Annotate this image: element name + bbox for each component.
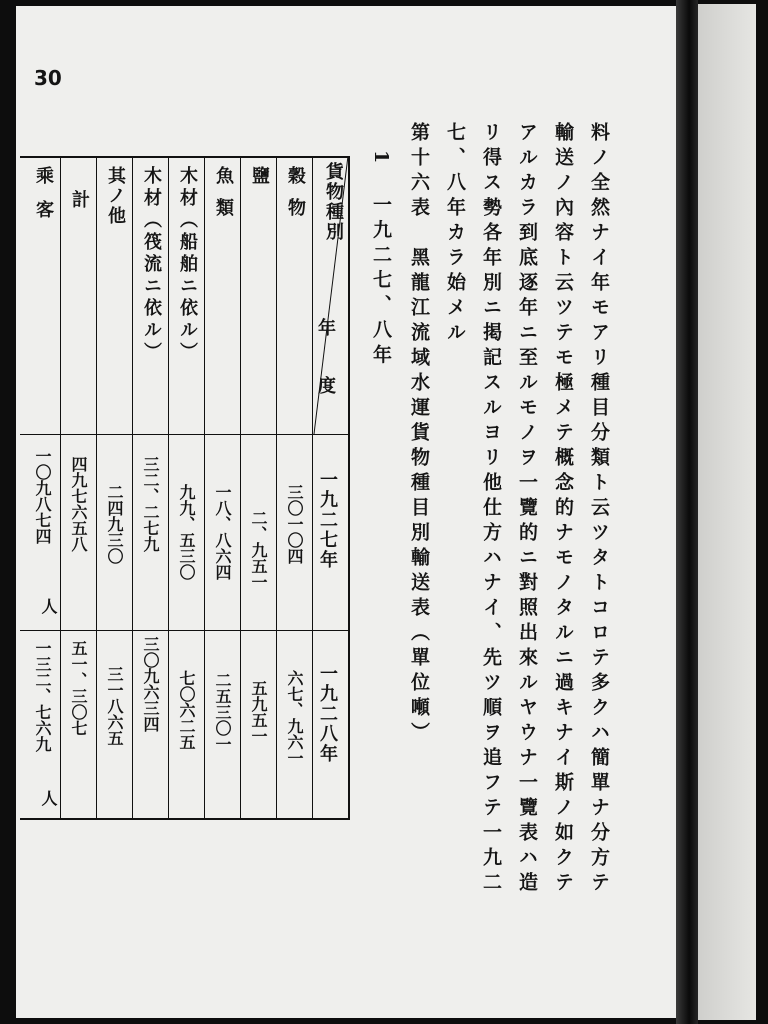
- passenger-unit-1928: 人: [39, 790, 58, 808]
- table-bottom-rule: [20, 818, 350, 820]
- category-header: 鹽: [249, 166, 270, 186]
- facing-page-edge: [698, 4, 756, 1020]
- value-1927-grain: 三〇一〇四: [285, 484, 304, 564]
- section-heading: 1 一九二七、八年: [370, 150, 392, 370]
- table-col-sep: [96, 156, 97, 820]
- table-col-sep: [168, 156, 169, 820]
- value-1927-timber-ship: 九九、五三〇: [177, 484, 196, 580]
- value-1928-other: 三一八六五: [105, 666, 124, 746]
- body-line-2: 輸送ノ內容ト云ツテモ極メテ概念的ナモノタルニ過キナイ斯ノ如クテ: [552, 122, 574, 897]
- value-1927-passengers: 一〇九八七四: [33, 448, 52, 544]
- corner-year-label: 年度: [315, 318, 336, 434]
- body-line-3: アルカラ到底逐年ニ至ルモノヲ一覽的ニ對照出來ルヤウナ一覽表ハ造: [516, 122, 538, 897]
- table-col-sep: [132, 156, 133, 820]
- category-header: 計: [69, 190, 90, 210]
- value-1928-grain: 六七、九六一: [285, 670, 304, 766]
- category-header: 其ノ他: [105, 166, 126, 226]
- value-1928-timber-raft: 三〇九六三四: [141, 636, 160, 732]
- book-spine: [676, 0, 698, 1024]
- body-line-1: 料ノ全然ナイ年モアリ種目分類ト云ツタトコロテ多クハ簡單ナ分方テ: [588, 122, 610, 897]
- category-header: 穀物: [285, 166, 306, 230]
- year-header-1928: 一九二八年: [317, 664, 338, 764]
- body-line-4: リ得ス勢各年別ニ掲記スルヨリ他仕方ハナイ、先ツ順ヲ追フテ一九二: [480, 122, 502, 897]
- table-top-rule: [20, 156, 350, 158]
- value-1927-other: 二四九三〇: [105, 484, 124, 564]
- table-col-sep: [60, 156, 61, 820]
- category-header: 木材（船舶ニ依ル）: [177, 166, 198, 364]
- body-line-5: 七、八年カラ始メル: [444, 122, 466, 347]
- page-number: 30: [34, 66, 62, 90]
- value-1928-fish: 二五三〇一: [213, 672, 232, 752]
- corner-cargo-label: 貨物種別: [323, 162, 344, 242]
- category-header: 木材（筏流ニ依ル）: [141, 166, 162, 364]
- category-header: 魚類: [213, 166, 234, 230]
- value-1928-passengers: 一三二、七六九: [33, 640, 52, 752]
- value-1928-timber-ship: 七〇六二五: [177, 670, 196, 750]
- value-1928-salt: 五九五一: [249, 680, 268, 744]
- value-1927-salt: 二、九五一: [249, 510, 268, 590]
- table-col-sep: [276, 156, 277, 820]
- table-col-sep: [240, 156, 241, 820]
- passenger-unit-1927: 人: [39, 598, 58, 616]
- table-header-rule: [20, 434, 350, 435]
- value-1927-fish: 一八、八六四: [213, 484, 232, 580]
- table-col-sep: [204, 156, 205, 820]
- category-header: 乘客: [33, 166, 54, 234]
- value-1928-total: 五一、三〇七: [69, 640, 88, 736]
- value-1927-total: 四九七六五八: [69, 456, 88, 552]
- year-header-1927: 一九二七年: [317, 470, 338, 570]
- table-caption: 第十六表 黑龍江流域水運貨物種目別輸送表（單位噸）: [408, 122, 430, 747]
- table-year-rule: [20, 630, 350, 631]
- value-1927-timber-raft: 三二、二七九: [141, 456, 160, 552]
